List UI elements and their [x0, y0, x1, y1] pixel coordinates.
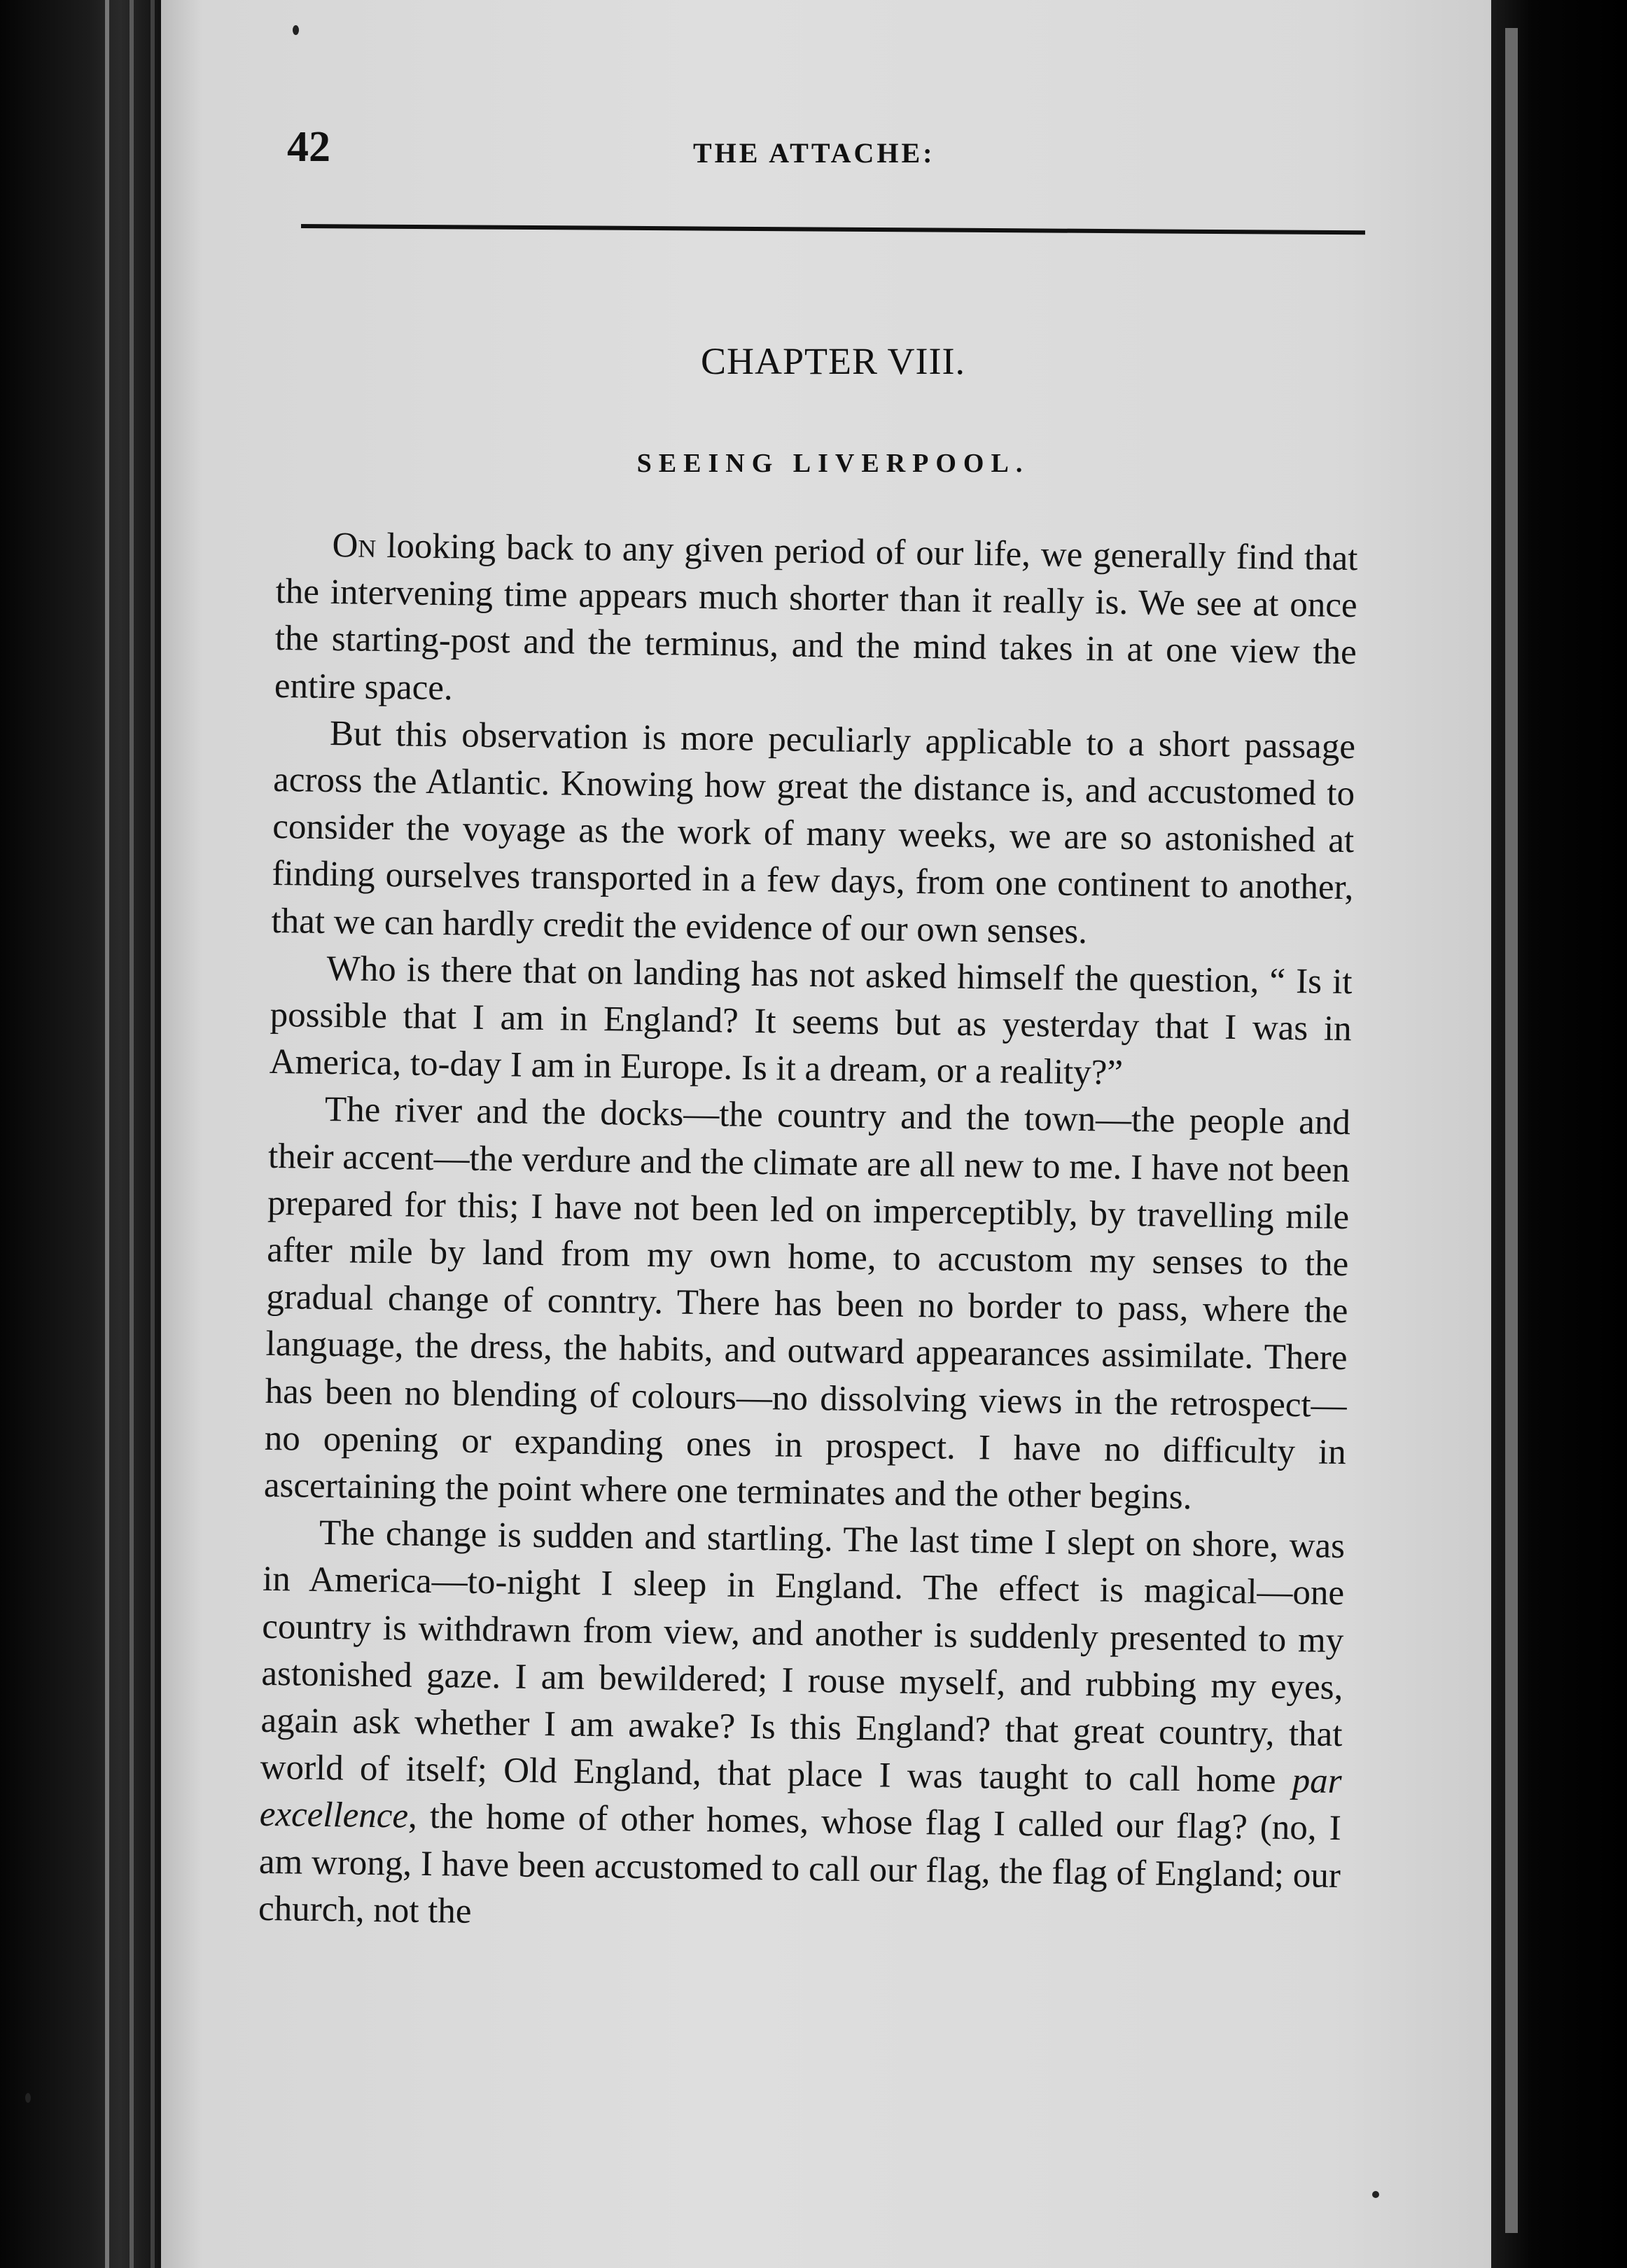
paragraph-text: But this observation is more peculiarly applicable to a short passage across the Atlantic. Knowing how great the distance is, and accustomed to consider the voyage as the work of many weeks, we are so astonished at finding ourselves transported in a few days, from one continent to another, that we can hardly credit the evidence of our own senses.: [271, 713, 1356, 951]
paragraph: [264, 1086, 1351, 1523]
paragraph-text: The river and the docks—the country and the town—the people and their accent—the verdure and the climate are all new to me. I have not been prepared for this; I have not been led on imperceptibly, by travelling mile after mile by land from my own home, to accustom my senses to the gradual change of conntry. There has been no border to pass, where the language, the dress, the habits, and outward appearances assimilate. There has been no blending of colours—no dissolving views in the retrospect—no opening or expanding ones in prospect. I have no difficulty in ascertaining the point where one terminates and the other begins.: [263, 1090, 1351, 1518]
paragraph: [258, 1509, 1346, 1947]
chapter-subtitle: SEEING LIVERPOOL.: [636, 449, 1030, 478]
paragraph-text: , the home of other homes, whose flag I called our flag? (no, I am wrong, I have been accustomed to call our flag, the flag of England; our church, not the: [258, 1797, 1342, 1931]
chapter-title: CHAPTER VIII.: [700, 340, 965, 382]
paragraph-text: Who is there that on landing has not asked himself the question, “ Is it possible that I am in England? It seems but as yesterday that I was in America, to-day I am in Europe. Is it a dream, or a reality?”: [269, 948, 1353, 1093]
chapter-body: [258, 522, 1358, 1947]
paragraph-text: The change is sudden and startling. The last time I slept on shore, was in America—to-night I sleep in England. The effect is magical—one country is withdrawn from view, and another is suddenly presented to my astonished gaze. I am bewildered; I rouse myself, and rubbing my eyes, again ask whether I am awake? Is this England? that great country, that world of itself; Old England, that place I was taught to call home: [260, 1513, 1346, 1801]
paper-speck: [293, 25, 299, 35]
page-edge-line: [130, 0, 134, 2268]
paragraph-lead: On: [332, 526, 377, 566]
paper-speck: [25, 2093, 31, 2103]
paragraph: [269, 945, 1353, 1100]
page-edge-strip: [1505, 28, 1518, 2233]
page-edge-line: [105, 0, 109, 2268]
italic-phrase: par excellence: [259, 1761, 1342, 1837]
paper-speck: [1372, 2191, 1379, 2198]
page-number: 42: [287, 123, 330, 171]
right-binding-shadow: [1491, 0, 1627, 2268]
page-edge-line: [151, 0, 155, 2268]
paragraph: [271, 710, 1355, 959]
paragraph: [274, 522, 1357, 724]
running-header: [287, 122, 1365, 186]
left-binding-shadow: [0, 0, 161, 2268]
running-title: THE ATTACHE:: [693, 137, 935, 169]
paragraph-text: looking back to any given period of our life, we generally find that the intervening time appears much shorter than it really is. We see at once the starting-post and the terminus, and the mind takes in at one view the entire space.: [274, 526, 1358, 708]
